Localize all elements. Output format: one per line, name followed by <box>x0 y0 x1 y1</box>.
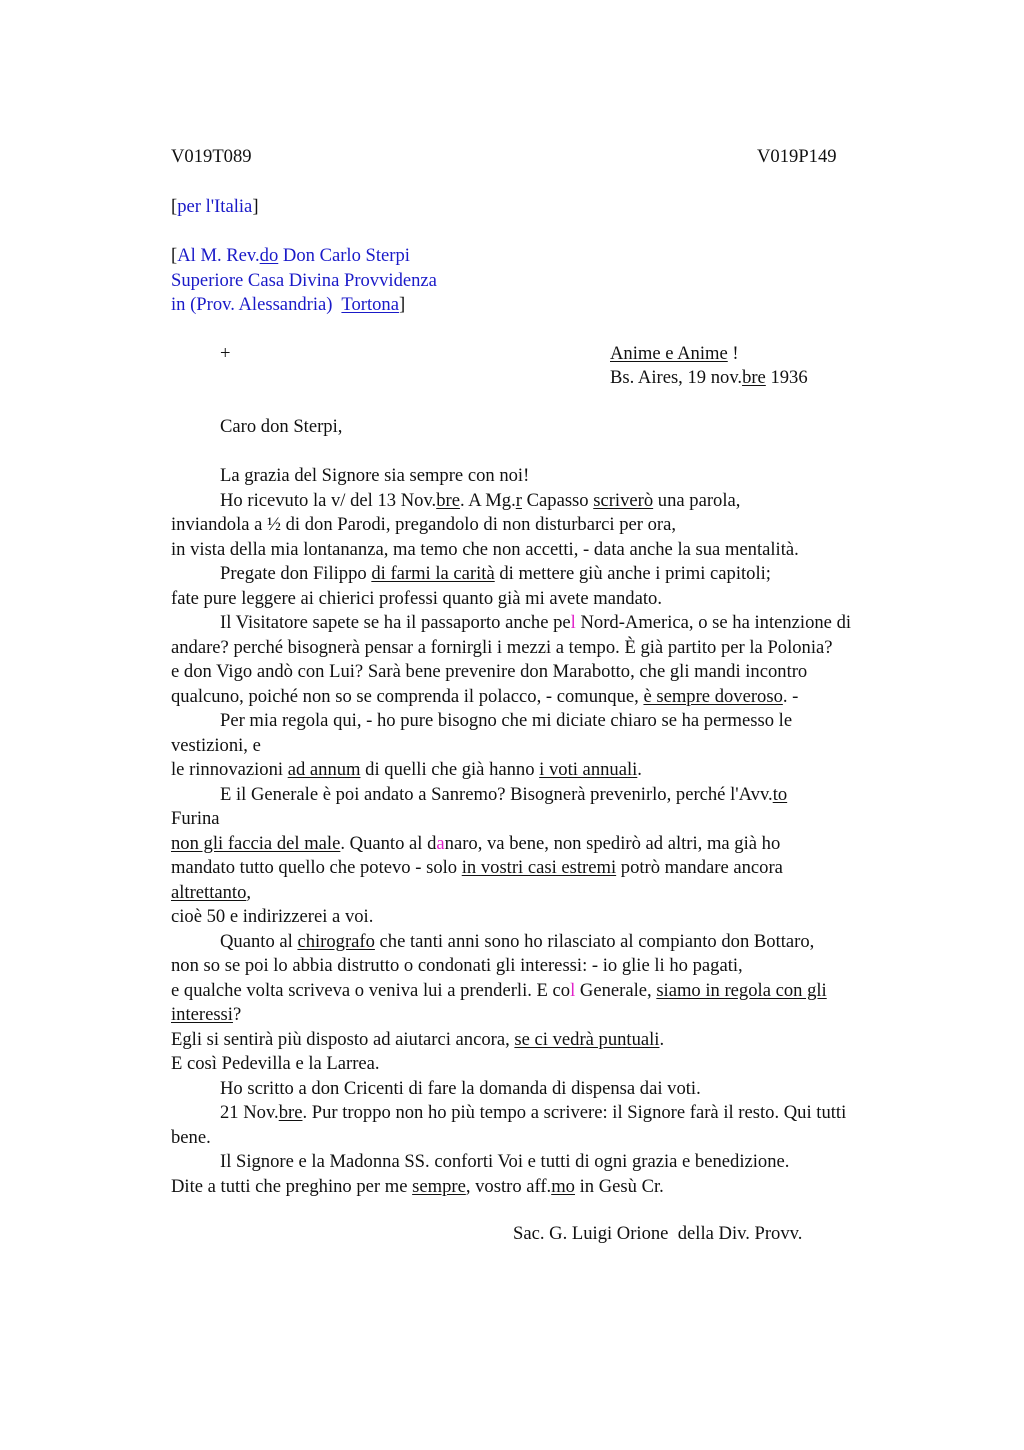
body-line: bene. <box>171 1126 211 1148</box>
body-line: Dite a tutti che preghino per me sempre, vostro aff.mo in Gesù Cr. <box>171 1175 664 1197</box>
letter-body <box>171 464 931 1199</box>
signature: Sac. G. Luigi Orione della Div. Provv. <box>513 1223 803 1244</box>
document-code-left: V019T089 <box>171 146 252 167</box>
body-line: La grazia del Signore sia sempre con noi! <box>220 465 530 486</box>
body-line: 21 Nov.bre. Pur troppo non ho più tempo a scrivere: il Signore farà il resto. Qui tutti <box>220 1102 847 1123</box>
cross-symbol: + <box>220 343 231 364</box>
routing-destination: per l'Italia <box>177 196 253 217</box>
body-line: mandato tutto quello che potevo - solo in vostri casi estremi potrò mandare ancora <box>171 857 783 878</box>
body-line: Il Visitatore sapete se ha il passaporto anche pel Nord-America, o se ha intenzione di <box>220 612 852 633</box>
body-line: fate pure leggere ai chierici professi quanto già mi avete mandato. <box>171 587 662 609</box>
address-line-1: [Al M. Rev.do Don Carlo Sterpi <box>171 245 410 266</box>
motto-suffix: ! <box>727 343 739 364</box>
address-province: in (Prov. Alessandria) <box>171 294 342 315</box>
address-title-abbr: do <box>259 245 279 266</box>
body-line: Ho scritto a don Cricenti di fare la domanda di dispensa dai voti. <box>220 1077 701 1099</box>
body-line: cioè 50 e indirizzerei a voi. <box>171 906 374 927</box>
body-line: Egli si sentirà più disposto ad aiutarci ancora, se ci vedrà puntuali. <box>171 1028 665 1050</box>
body-line: Ho ricevuto la v/ del 13 Nov.bre. A Mg.r Capasso scriverò una parola, <box>220 489 741 511</box>
routing-note: [per l'Italia] <box>171 196 259 217</box>
salutation: Caro don Sterpi, <box>220 416 343 437</box>
body-line: non gli faccia del male. Quanto al danaro, va bene, non spedirò ad altri, ma già ho <box>171 832 781 854</box>
address-line-2: Superiore Casa Divina Provvidenza <box>171 270 437 291</box>
body-line: andare? perché bisognerà pensar a fornirgli i mezzi a tempo. È già partito per la Polonia? <box>171 636 833 658</box>
place-date <box>610 366 808 391</box>
motto <box>610 342 739 367</box>
document-code-right: V019P149 <box>757 146 837 167</box>
body-line: inviandola a ½ di don Parodi, pregandolo di non disturbarci per ora, <box>171 514 677 535</box>
place-date-year: 1936 <box>765 367 808 388</box>
address-city: Tortona <box>341 294 399 315</box>
body-line: in vista della mia lontananza, ma temo che non accetti, - data anche la sua mentalità. <box>171 538 799 560</box>
address-title: Al M. Rev. <box>177 245 260 266</box>
body-line: non so se poi lo abbia distrutto o condonati gli interessi: - io glie li ho pagati, <box>171 955 743 976</box>
body-line: Il Signore e la Madonna SS. conforti Voi e tutti di ogni grazia e benedizione. <box>220 1151 790 1172</box>
body-line: le rinnovazioni ad annum di quelli che già hanno i voti annuali. <box>171 759 642 780</box>
place-date-prefix: Bs. Aires, 19 nov. <box>610 367 743 388</box>
body-line: E il Generale è poi andato a Sanremo? Bisognerà prevenirlo, perché l'Avv.to <box>220 783 788 805</box>
body-line: Pregate don Filippo di farmi la carità di mettere giù anche i primi capitoli; <box>220 563 771 584</box>
body-line: E così Pedevilla e la Larrea. <box>171 1053 380 1074</box>
motto-text: Anime e Anime <box>610 343 728 364</box>
body-line: qualcuno, poiché non so se comprenda il polacco, - comunque, è sempre doveroso. - <box>171 685 799 707</box>
body-line: e qualche volta scriveva o veniva lui a prenderli. E col Generale, siamo in regola con gli <box>171 979 827 1001</box>
body-line: Furina <box>171 808 220 829</box>
body-line: Per mia regola qui, - ho pure bisogno che mi diciate chiaro se ha permesso le <box>220 710 793 731</box>
address-line-3: in (Prov. Alessandria) Tortona] <box>171 294 406 315</box>
body-line: Quanto al chirografo che tanti anni sono ho rilasciato al compianto don Bottaro, <box>220 930 815 952</box>
body-line: interessi? <box>171 1004 242 1025</box>
address-recipient: Don Carlo Sterpi <box>278 245 410 266</box>
body-line: vestizioni, e <box>171 734 261 756</box>
body-line: altrettanto, <box>171 881 252 903</box>
place-date-abbr: bre <box>742 367 766 388</box>
body-line: e don Vigo andò con Lui? Sarà bene prevenire don Marabotto, che gli mandi incontro <box>171 661 808 682</box>
